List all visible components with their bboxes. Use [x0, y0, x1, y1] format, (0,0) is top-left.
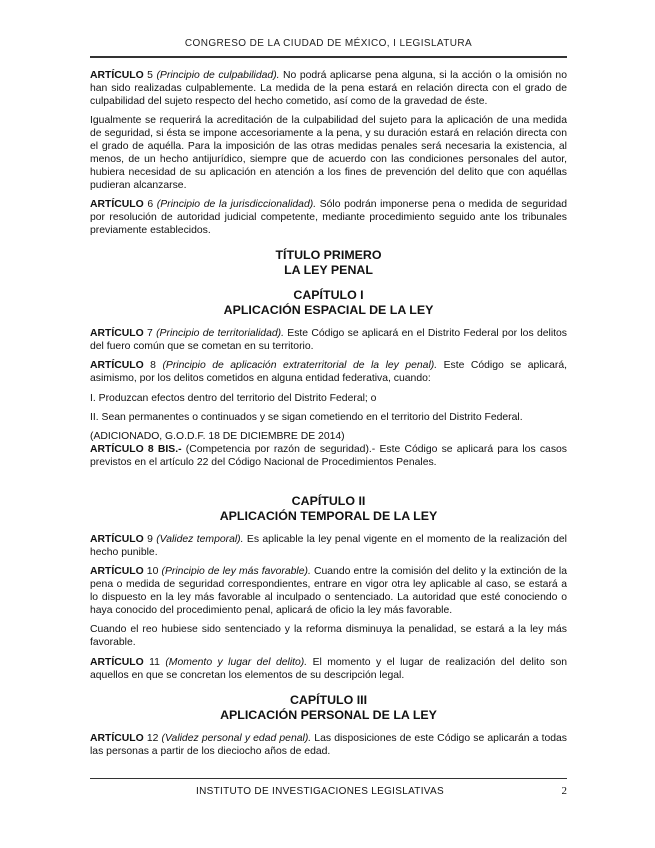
titulo-heading-line2: LA LEY PENAL: [284, 262, 373, 277]
article-label: ARTÍCULO: [90, 360, 144, 372]
chapter-1-heading: [90, 288, 567, 318]
article-title: (Validez personal y edad penal).: [161, 732, 312, 744]
article-text: El momento y el lugar de realización del delito son aquellos en que se concretan los elementos de su descripción legal.: [90, 656, 568, 681]
article-6: [90, 199, 567, 238]
document-body: [90, 70, 567, 765]
article-number: 10: [143, 566, 162, 578]
article-5-paragraph-2: Igualmente se requerirá la acreditación de la culpabilidad del sujeto para la aplicación de una medida de seguridad, si ésta se impone accesoriamente a la pena, y su duración estará en relación directa con el grado de aquélla. Para la imposición de las otras medidas penales será necesaria la existencia, al menos, de un hecho antijurídico, siempre que de acuerdo con las condiciones personales del autor, hubiera necesidad de su aplicación en atención a los fines de prevención del delito que con aquéllas pudieran alcanzarse.: [90, 115, 567, 191]
article-7: [90, 328, 567, 354]
article-text: Las disposiciones de este Código se aplicarán a todas las personas a partir de los dieciocho años de edad.: [90, 732, 567, 757]
article-label: ARTÍCULO: [90, 656, 144, 668]
article-8-item-2: II. Sean permanentes o continuados y se sigan cometiendo en el territorio del Distrito Federal.: [90, 411, 523, 423]
titulo-heading: [90, 248, 567, 278]
article-number: 5: [143, 70, 157, 81]
page-number: 2: [561, 785, 567, 797]
article-number: 7: [143, 327, 157, 339]
article-text: Este Código se aplicará, asimismo, por los delitos cometidos en alguna entidad federativa, cuando:: [90, 360, 568, 385]
article-title: (Momento y lugar del delito).: [165, 656, 308, 668]
article-text: Sólo podrán imponerse pena o medida de seguridad por resolución de autoridad judicial competente, mediante procedimiento seguido ante los tribunales previamente establecidos.: [90, 199, 568, 236]
footer-institute: INSTITUTO DE INVESTIGACIONES LEGISLATIVAS: [196, 786, 444, 797]
article-title: (Principio de aplicación extraterritorial de la ley penal).: [162, 360, 438, 372]
article-12: [90, 733, 567, 759]
article-label: ARTÍCULO: [90, 534, 144, 546]
header-divider: [90, 56, 567, 58]
article-5: [90, 70, 567, 109]
article-label: ARTÍCULO: [90, 70, 144, 81]
article-label: ARTÍCULO 8 BIS.-: [90, 444, 182, 456]
article-number: 6: [143, 199, 157, 211]
article-8-item-1: I. Produzcan efectos dentro del territorio del Distrito Federal; o: [90, 392, 377, 404]
article-title: (Principio de territorialidad).: [156, 327, 284, 339]
article-text: No podrá aplicarse pena alguna, si la acción o la omisión no han sido realizadas culpablemente. La medida de la pena estará en relación directa con el grado de culpabilidad del sujeto respecto del hecho cometido, así como de la gravedad de éste.: [90, 70, 567, 107]
article-title: (Validez temporal).: [156, 534, 244, 546]
chapter-1-heading-line2: APLICACIÓN ESPACIAL DE LA LEY: [223, 302, 434, 317]
article-8-bis: [90, 444, 567, 470]
article-number: 11: [143, 656, 166, 668]
article-number: 9: [143, 534, 157, 546]
article-9: [90, 534, 567, 560]
article-10-paragraph-2: Cuando el reo hubiese sido sentenciado y la reforma disminuya la penalidad, se estará a la ley más favorable.: [90, 624, 567, 649]
article-label: ARTÍCULO: [90, 199, 144, 211]
article-label: ARTÍCULO: [90, 327, 144, 339]
chapter-3-heading-line1: CAPÍTULO III: [289, 692, 368, 707]
article-text: (Competencia por razón de seguridad).- Este Código se aplicará para los casos previstos en el artículo 22 del Código Nacional de Procedimientos Penales.: [90, 444, 568, 469]
titulo-heading-line1: TÍTULO PRIMERO: [275, 247, 382, 262]
article-title: (Principio de culpabilidad).: [156, 70, 280, 81]
footer-divider: [90, 778, 567, 779]
article-title: (Principio de la jurisdiccionalidad).: [156, 199, 317, 211]
chapter-3-heading-line2: APLICACIÓN PERSONAL DE LA LEY: [220, 707, 437, 722]
page-header: CONGRESO DE LA CIUDAD DE MÉXICO, I LEGISLATURA: [184, 38, 473, 49]
article-11: [90, 657, 567, 683]
article-label: ARTÍCULO: [90, 732, 144, 744]
chapter-2-heading-line1: CAPÍTULO II: [291, 494, 366, 509]
article-text: Es aplicable la ley penal vigente en el momento de la realización del hecho punible.: [90, 534, 567, 558]
amendment-note: (ADICIONADO, G.O.D.F. 18 DE DICIEMBRE DE 2014): [90, 431, 345, 443]
chapter-3-heading: [90, 693, 567, 723]
article-title: (Principio de ley más favorable).: [161, 566, 311, 578]
chapter-1-heading-line1: CAPÍTULO I: [293, 287, 364, 302]
chapter-2-heading: [90, 494, 567, 524]
article-label: ARTÍCULO: [90, 566, 144, 578]
article-text: Este Código se aplicará en el Distrito Federal por los delitos del fuero común que se cometan en su territorio.: [90, 327, 567, 352]
article-number: 12: [143, 732, 162, 744]
chapter-2-heading-line2: APLICACIÓN TEMPORAL DE LA LEY: [219, 509, 438, 524]
article-text: Cuando entre la comisión del delito y la extinción de la pena o medida de seguridad correspondientes, entrare en vigor otra ley aplicable al caso, se estará a lo dispuesto en la ley más favorable al inculpado o sentenciado. La autoridad que esté conociendo o haya conocido del procedimiento penal, aplicará de oficio la ley más favorable.: [90, 566, 567, 617]
article-8: [90, 360, 567, 386]
article-10: [90, 566, 567, 618]
article-number: 8: [143, 360, 163, 372]
